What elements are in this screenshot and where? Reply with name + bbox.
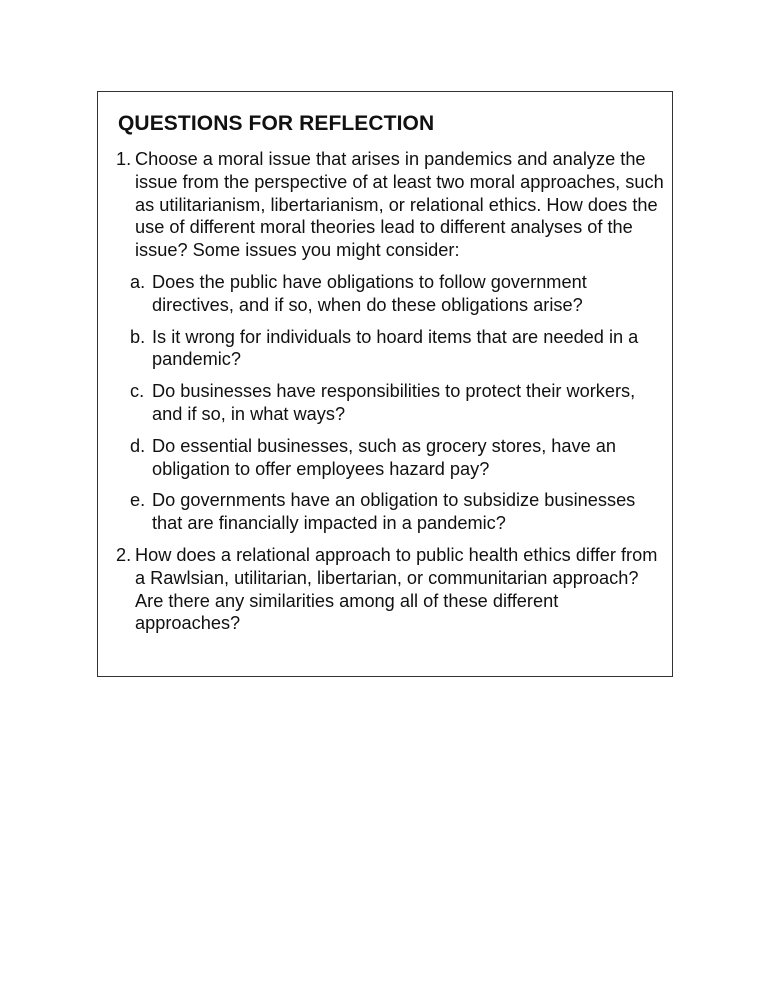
subquestion-text: Is it wrong for individuals to hoard items that are needed in a pandemic?: [152, 326, 639, 370]
subquestion-text: Do governments have an obligation to subsidize businesses that are financially impacted in a pandemic?: [152, 490, 636, 534]
question-number: 2.: [116, 544, 132, 565]
question-text: How does a relational approach to public health ethics differ from a Rawlsian, utilitarian, libertarian, or communitarian approach? Are there any similarities among all of these different approaches?: [135, 544, 658, 634]
subquestion-letter: b.: [130, 326, 146, 347]
box-heading: QUESTIONS FOR REFLECTION: [118, 112, 435, 135]
question-2: [116, 544, 666, 635]
subquestion-text: Does the public have obligations to follow government directives, and if so, when do these obligations arise?: [152, 271, 587, 315]
reflection-box: [97, 91, 673, 677]
subquestion-a: [130, 271, 666, 317]
subquestion-text: Do businesses have responsibilities to protect their workers, and if so, in what ways?: [152, 381, 636, 424]
subquestion-letter: e.: [130, 490, 146, 511]
question-1: [116, 148, 666, 262]
subquestion-text: Do essential businesses, such as grocery stores, have an obligation to offer employees hazard pay?: [152, 435, 617, 479]
subquestion-d: [130, 435, 666, 481]
question-list: [116, 148, 666, 635]
question-text: Choose a moral issue that arises in pandemics and analyze the issue from the perspective of at least two moral approaches, such as utilitarianism, libertarianism, or relational ethics. How does the use of different moral theories lead to different analyses of the issue? Some issues you might consider:: [135, 149, 664, 261]
question-number: 1.: [116, 149, 132, 169]
subquestion-letter: c.: [130, 381, 145, 402]
subquestion-e: [130, 489, 666, 535]
subquestion-letter: d.: [130, 435, 146, 456]
subquestion-letter: a.: [130, 271, 146, 292]
subquestion-list: [116, 271, 666, 535]
subquestion-b: [130, 326, 666, 372]
subquestion-c: [130, 380, 666, 426]
